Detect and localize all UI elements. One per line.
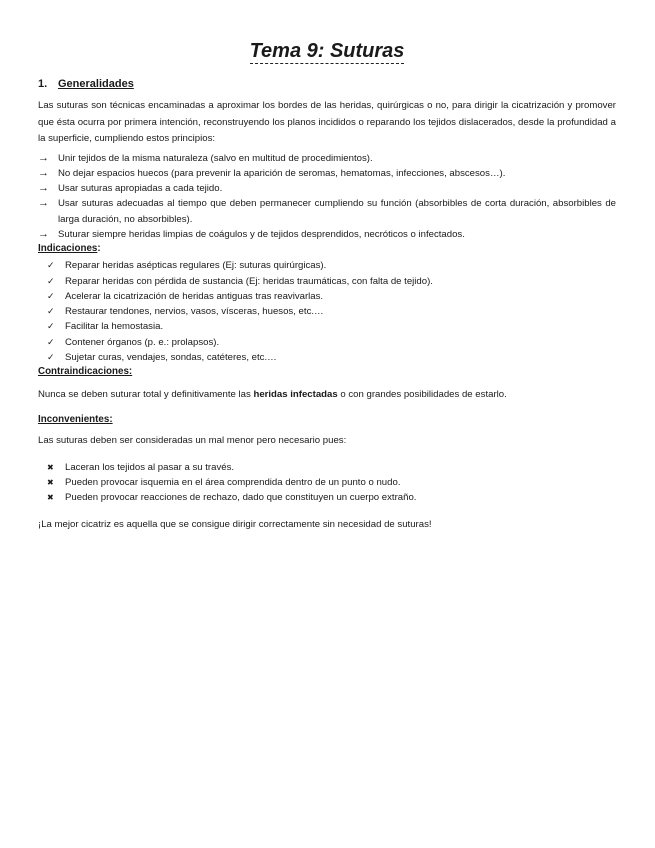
- list-item: → Usar suturas adecuadas al tiempo que deben permanecer cumpliendo su función (absorbibles de corta duración, absorbibles de larga duración, no absorbibles).: [38, 197, 616, 225]
- list-item: → Usar suturas apropiadas a cada tejido.: [38, 181, 616, 196]
- list-item: ✖ Pueden provocar reacciones de rechazo, dado que constituyen un cuerpo extraño.: [38, 490, 616, 505]
- drawbacks-list: [38, 460, 616, 506]
- checkmark-icon: ✓: [47, 306, 55, 317]
- cross-icon: ✖: [47, 493, 54, 503]
- cross-icon: ✖: [47, 477, 54, 487]
- emphasis-text: heridas infectadas: [253, 389, 338, 401]
- list-item: ✓ Sujetar curas, vendajes, sondas, catéteres, etc.…: [38, 350, 616, 365]
- list-item: ✓ Reparar heridas con pérdida de sustancia (Ej: heridas traumáticas, con falta de tejido).: [38, 274, 616, 289]
- arrow-right-icon: →: [38, 166, 49, 179]
- arrow-right-icon: →: [38, 227, 49, 240]
- arrow-right-icon: →: [38, 182, 49, 195]
- list-item: ✓ Acelerar la cicatrización de heridas antiguas tras reavivarlas.: [38, 289, 616, 304]
- list-item: ✓ Facilitar la hemostasia.: [38, 319, 616, 334]
- list-item: ✓ Restaurar tendones, nervios, vasos, vísceras, huesos, etc.…: [38, 304, 616, 319]
- checkmark-icon: ✓: [47, 260, 55, 271]
- contraindications-paragraph: Nunca se deben suturar total y definitivamente las heridas infectadas o con grandes posibilidades de estarlo.: [38, 389, 507, 401]
- list-item: ✖ Pueden provocar isquemia en el área comprendida dentro de un punto o nudo.: [38, 475, 616, 490]
- section-title: Generalidades: [58, 78, 134, 90]
- indications-list: [38, 258, 616, 365]
- title-text: Tema 9: Suturas: [249, 40, 405, 62]
- checkmark-icon: ✓: [47, 336, 55, 347]
- document-title: [38, 38, 616, 64]
- list-item: ✓ Reparar heridas asépticas regulares (Ej: suturas quirúrgicas).: [38, 258, 616, 273]
- list-item: ✖ Laceran los tejidos al pasar a su través.: [38, 460, 616, 475]
- list-item: → Suturar siempre heridas limpias de coágulos y de tejidos desprendidos, necróticos o infectados.: [38, 227, 616, 242]
- document-page: [38, 38, 616, 544]
- drawbacks-heading: Inconvenientes:: [38, 414, 113, 426]
- closing-statement: ¡La mejor cicatriz es aquella que se consigue dirigir correctamente sin necesidad de suturas!: [38, 519, 432, 531]
- cross-icon: ✖: [47, 462, 54, 472]
- intro-paragraph: Las suturas son técnicas encaminadas a aproximar los bordes de las heridas, quirúrgicas o no, para dirigir la cicatrización y promover que ésta ocurra por primera intención, reconstruyendo los planos incididos o reparando los tejidos dislacerados, desde la profundidad a la superficie, cumpliendo estos principios:: [38, 100, 616, 144]
- checkmark-icon: ✓: [47, 352, 55, 363]
- arrow-right-icon: →: [38, 151, 49, 164]
- contraindications-heading: Contraindicaciones:: [38, 366, 133, 378]
- checkmark-icon: ✓: [47, 290, 55, 301]
- drawbacks-intro: Las suturas deben ser consideradas un mal menor pero necesario pues:: [38, 435, 347, 447]
- list-item: → Unir tejidos de la misma naturaleza (salvo en multitud de procedimientos).: [38, 151, 616, 166]
- checkmark-icon: ✓: [47, 321, 55, 332]
- checkmark-icon: ✓: [47, 275, 55, 286]
- arrow-right-icon: →: [38, 197, 49, 210]
- indications-heading: Indicaciones:: [38, 243, 101, 255]
- principles-list: [38, 151, 616, 243]
- list-item: ✓ Contener órganos (p. e.: prolapsos).: [38, 335, 616, 350]
- list-item: → No dejar espacios huecos (para prevenir la aparición de seromas, hematomas, infecciones, abscesos…).: [38, 166, 616, 181]
- section-number: 1.: [38, 78, 48, 90]
- section-heading-generalidades: [38, 76, 616, 92]
